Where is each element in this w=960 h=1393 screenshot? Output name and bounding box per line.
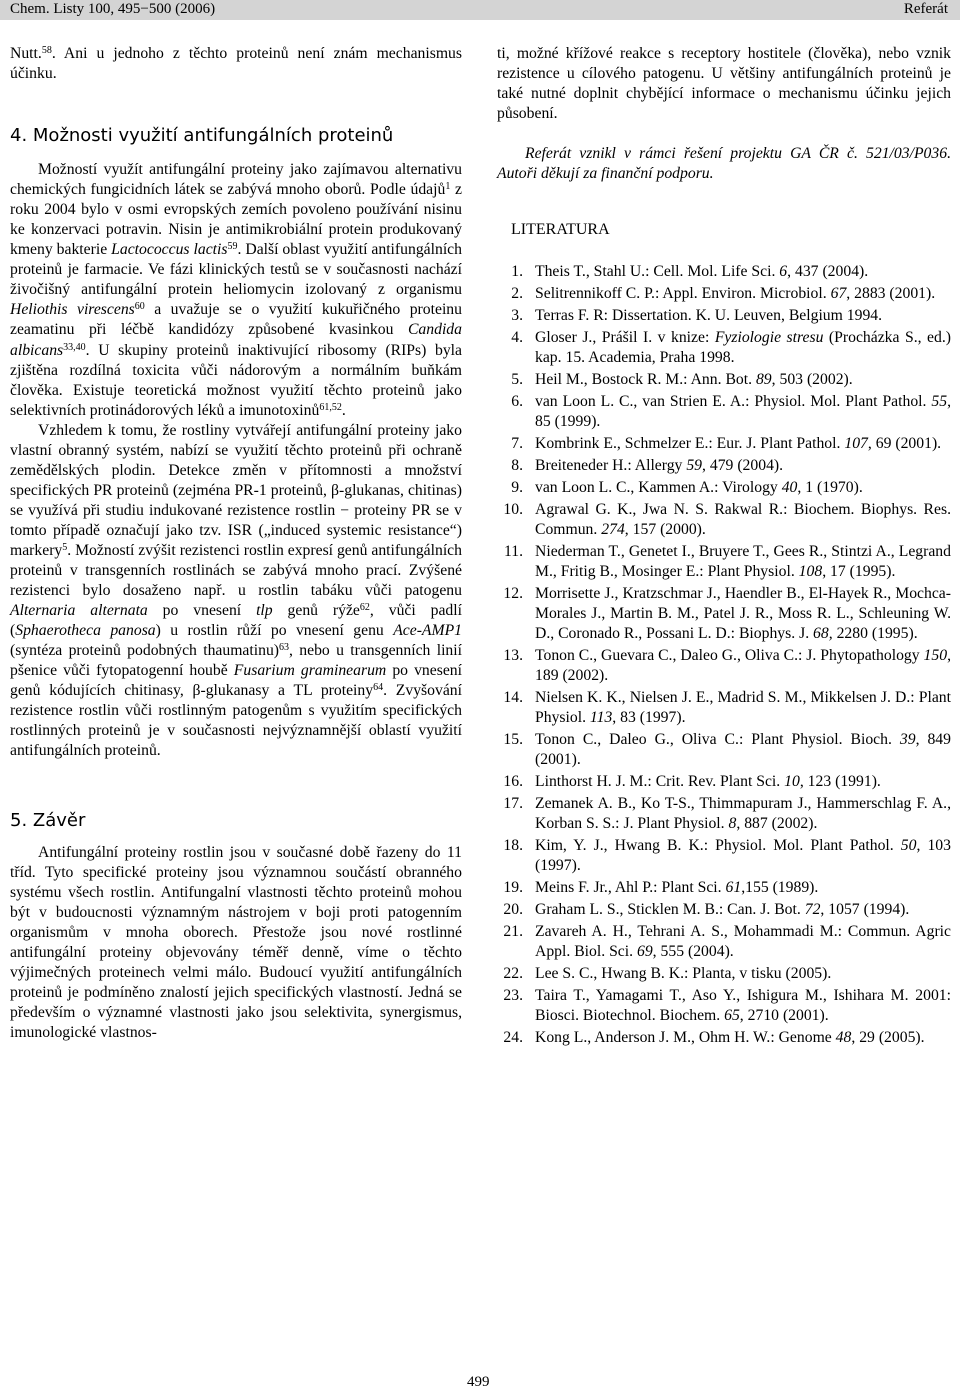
reference-number: 14. [503,689,523,707]
reference-number: 9. [511,479,523,497]
citation: 58 [41,45,52,56]
reference-item: 10. Agrawal G. K., Jwa N. S. Rakwal R.: Biochem. Biophys. Res. Commun. 274, 157 (2000). [503,501,951,539]
reference-item: 18. Kim, Y. J., Hwang B. K.: Physiol. Mol. Plant Pathol. 50, 103 (1997). [503,837,951,875]
reference-item: 19. Meins F. Jr., Ahl P.: Plant Sci. 61,155 (1989). [503,879,819,897]
section-heading-4: 4. Možnosti využití antifungálních proteinů [10,125,394,147]
reference-item: 2. Selitrennikoff C. P.: Appl. Environ. Microbiol. 67, 2883 (2001). [511,285,936,303]
paragraph-applications: Možností využít antifungální proteiny jako zajímavou alternativu chemických fungicidních látek se zabývá mnoho oborů. Podle údajů$^1$ z roku 2004 bylo v osmi evropských zemích povoleno používání nisinu ke konzervaci potravin. Nisin je antimikrobiální protein produkovaný kmeny bakterie Lactococcus lactis$^{59}$. Další oblast využití antifungálních proteinů je farmacie. Ve fázi klinických testů se v současnosti nachází živočišný antifungální protein heliomycin izolovaný z organismu Heliothis virescens$^{60}$ a uvažuje se o využití kukuřičného proteinu zeamatinu při léčbě kandidózy způsobené kvasinkou Candida albicans$^{33,40}$. U skupiny proteinů inaktivující ribosomy (RIPs) byla zjištěna rozdílná toxicita vůči nádorovým a normálním buňkám člověka. Existuje teoretická možnost využití těchto proteinů jako selektivních protinádorových léků a imunotoxinů$^{61,52}$. [10,161,463,419]
reference-item: 7. Kombrink E., Schmelzer E.: Eur. J. Plant Pathol. 107, 69 (2001). [511,435,942,453]
conclusion-continued: ti, možné křížové reakce s receptory hostitele (člověka), nebo vznik rezistence u cílového patogenu. U většiny antifungálních proteinů je také nutné doplnit chybějící informace o mechanismu účinku jejich působení. [497,45,951,123]
reference-number: 19. [503,879,523,897]
reference-number: 2. [511,285,523,303]
reference-item: 20. Graham L. S., Sticklen M. B.: Can. J. Bot. 72, 1057 (1994). [503,901,910,919]
reference-item: 23. Taira T., Yamagami T., Aso Y., Ishigura M., Ishihara M. 2001: Biosci. Biotechnol. Biochem. 65, 2710 (2001). [503,987,951,1025]
reference-number: 11. [503,543,523,561]
reference-item: 13. Tonon C., Guevara C., Daleo G., Oliva C.: J. Phytopathology 150, 189 (2002). [503,647,951,685]
reference-item: 15. Tonon C., Daleo G., Oliva C.: Plant Physiol. Bioch. 39, 849 (2001). [503,731,951,769]
section-heading-5: 5. Závěr [10,809,86,831]
reference-number: 17. [503,795,523,813]
reference-list [497,262,951,1048]
reference-number: 24. [503,1029,523,1047]
reference-number: 5. [511,371,523,389]
reference-number: 21. [503,923,523,941]
reference-number: 16. [503,773,523,791]
reference-item: 8. Breiteneder H.: Allergy 59, 479 (2004). [511,457,784,475]
reference-number: 22. [503,965,523,983]
reference-number: 15. [503,731,523,749]
reference-item: 12. Morrisette J., Kratzschmar J., Haendler B., El-Hayek R., Mochca-Morales J., Martin B. M., Patel J. R., Moss R. L., Schleuning W. D., Coronado R., Possani L. D.: Biophys. J. 68, 2280 (1995). [503,585,951,643]
reference-item: 1. Theis T., Stahl U.: Cell. Mol. Life Sci. 6, 437 (2004). [511,263,869,281]
reference-number: 13. [503,647,523,665]
reference-number: 12. [503,585,523,603]
left-column [10,44,462,1043]
reference-number: 10. [503,501,523,519]
paragraph-conclusion: Antifungální proteiny rostlin jsou v současné době řazeny do 11 tříd. Tyto specifické proteiny jsou významnou součástí obranného systému všech rostlin. Antifungalní vlastnosti těchto proteinů mohou být v budoucnosti významným nástrojem v boji proti patogenním organismům v mnoha oborech. Přestože jsou nové rostlinné antifungální proteiny objevovány téměř denně, víme o těchto výjimečných proteinech velmi málo. Budoucí využití antifungálních proteinů je podmíněno znalostí jejich specifických vlastností. Jedná se především o významné vlastnosti jako jsou selektivita, synergismus, imunologické vlastnos- [10,843,462,1041]
reference-item: 17. Zemanek A. B., Ko T-S., Thimmapuram J., Hammerschlag F. A., Korban S. S.: J. Plant Physiol. 8, 887 (2002). [503,795,951,833]
reference-number: 8. [511,457,523,475]
reference-item: 5. Heil M., Bostock R. M.: Ann. Bot. 89, 503 (2002). [511,371,853,389]
reference-item: 9. van Loon L. C., Kammen A.: Virology 40, 1 (1970). [511,479,863,497]
reference-item: 24. Kong L., Anderson J. M., Ohm H. W.: Genome 48, 29 (2005). [503,1029,925,1047]
right-column [497,44,951,1050]
reference-number: 6. [511,393,523,411]
reference-number: 3. [511,307,523,325]
section-label: Referát [903,1,948,17]
references-heading: LITERATURA [511,221,610,239]
running-header [0,0,960,20]
reference-item: 6. van Loon L. C., van Strien E. A.: Physiol. Mol. Plant Pathol. 55, 85 (1999). [511,393,951,431]
reference-number: 7. [511,435,523,453]
reference-number: 4. [511,329,523,347]
reference-item: 3. Terras F. R: Dissertation. K. U. Leuven, Belgium 1994. [511,307,883,325]
page-number: 499 [467,1374,490,1390]
reference-item: 11. Niederman T., Genetet I., Bruyere T., Gees R., Stintzi A., Legrand M., Fritig B., Mosinger E.: Plant Physiol. 108, 17 (1995). [503,543,951,581]
reference-item: 21. Zavareh A. H., Tehrani A. S., Mohammadi M.: Commun. Agric Appl. Biol. Sci. 69, 555 (2004). [503,923,951,961]
reference-number: 20. [503,901,523,919]
paragraph-plants: Vzhledem k tomu, že rostliny vytvářejí antifungální proteiny jako vlastní obranný systém, nabízí se využití těchto proteinů při ochraně zemědělských plodin. Detekce změn v přítomnosti a množství specifických PR proteinů (zejména PR-1 proteinů, β-glukanas, chitinas) se využívá při studiu indukované rezistence rostlin − proteiny PR se v tomto případě označují jako tzv. ISR („induced systemic resistance“) markery$^5$. Možností zvýšit rezistenci rostlin expresí genů antifungálních proteinů v transgenních rostlinách se zabývá mnoho prací. Zvýšené rezistenci bylo dosaženo např. u rostlin tabáku vůči patogenu Alternaria alternata po vnesení tlp genů rýže$^{62}$, vůči padlí (Sphaerotheca panosa) u rostlin růží po vnesení genu Ace-AMP1 (syntéza proteinů podobných thaumatinu)$^{63}$, nebo u transgenních linií pšenice vůči fytopatogenní houbě Fusarium graminearum po vnesení genů kódujících chitinasy, β-glukanasy a TL proteiny$^{64}$. Zvyšování rezistence rostlin vůči rostlinným patogenům s využitím specifických rostlinných proteinů je v současnosti nejvýznamnější oblastí využití antifungálních proteinů. [10,421,463,760]
reference-item: 14. Nielsen K. K., Nielsen J. E., Madrid S. M., Mikkelsen J. D.: Plant Physiol. 113, 83 (1997). [503,689,951,727]
journal-citation: Chem. Listy 100, 495−500 (2006) [10,1,216,17]
reference-item: 16. Linthorst H. J. M.: Crit. Rev. Plant Sci. 10, 123 (1991). [503,773,881,791]
reference-number: 18. [503,837,523,855]
reference-number: 1. [511,263,523,281]
reference-number: 23. [503,987,523,1005]
reference-item: 22. Lee S. C., Hwang B. K.: Planta, v tisku (2005). [503,965,832,983]
acknowledgement: Referát vznikl v rámci řešení projektu GA ČR č. 521/03/P036. Autoři děkují za finanční podporu. [497,145,951,183]
reference-item: 4. Gloser J., Prášil I. v knize: Fyziologie stresu (Procházka S., ed.) kap. 15. Academia, Praha 1998. [511,329,952,367]
intro-paragraph: Nutt.$^{58}$. Ani u jednoho z těchto proteinů není znám mechanismus účinku. [10,45,462,83]
